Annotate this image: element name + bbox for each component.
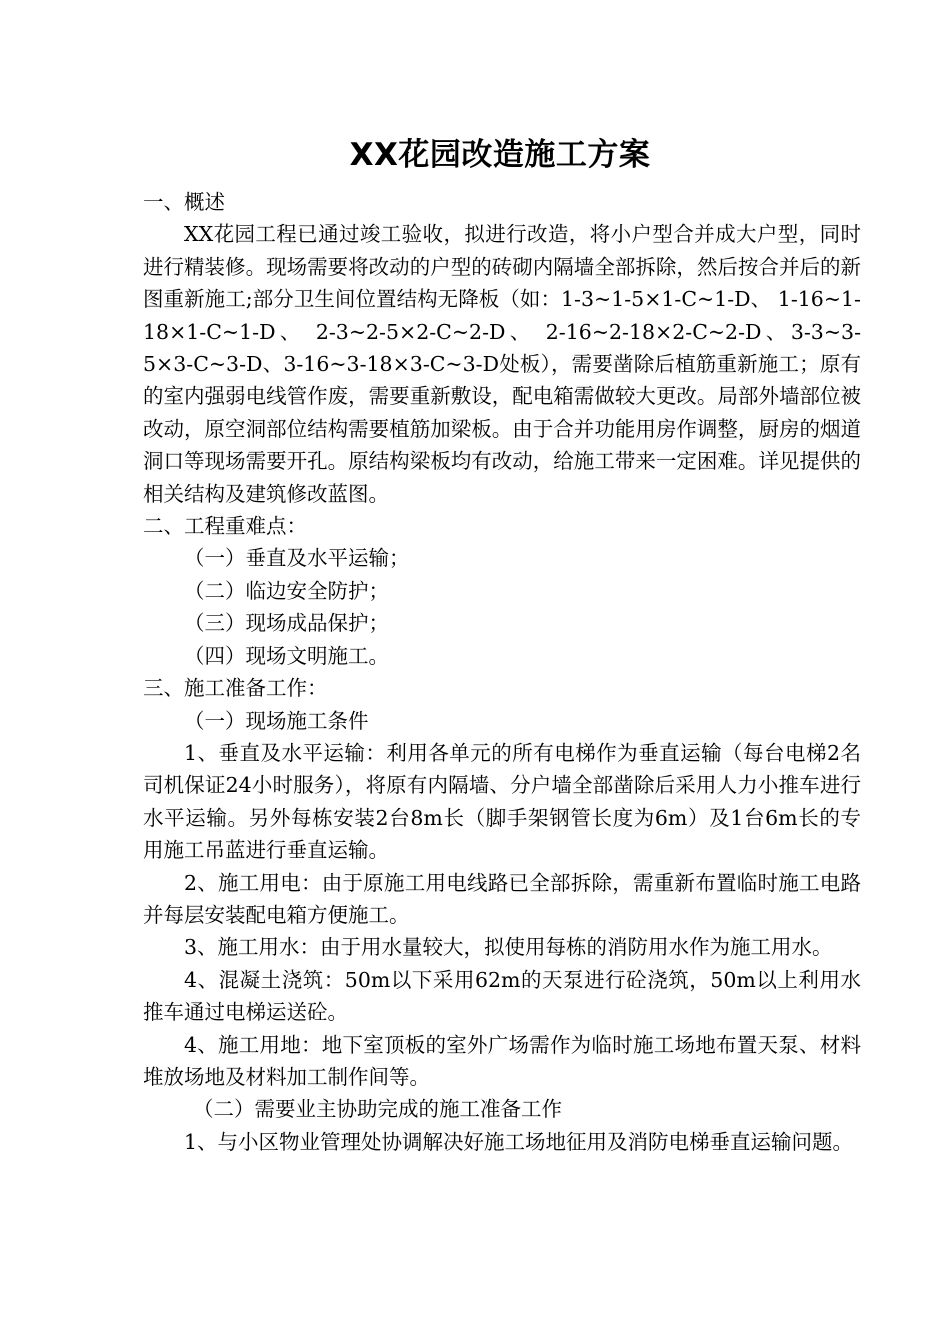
preparation-paragraph: 3、施工用水：由于用水量较大，拟使用每栋的消防用水作为施工用水。 bbox=[184, 935, 833, 960]
section-heading-difficulties: 二、工程重难点： bbox=[143, 514, 307, 539]
difficulty-item: （二）临边安全防护； bbox=[184, 578, 389, 603]
document-body bbox=[143, 186, 861, 1158]
preparation-paragraph: 2、施工用电：由于原施工用电线路已全部拆除，需重新布置临时施工电路并每层安装配电箱方便施工。 bbox=[143, 870, 861, 927]
overview-paragraph: XX花园工程已通过竣工验收，拟进行改造，将小户型合并成大户型，同时进行精装修。现场需要将改动的户型的砖砌内隔墙全部拆除，然后按合并后的新图重新施工;部分卫生间位置结构无降板（如：1-3~1-5×1-C~1-D、 1-16~1-18×1-C~1-D、 2-3~2-5×2-C~2-D、 2-16~2-18×2-C~2-D、3-3~3-5×3-C~3-D、3-16~3-18×3-C~3-D处板），需要凿除后植筋重新施工；原有的室内强弱电线管作废，需要重新敷设，配电箱需做较大更改。局部外墙部位被改动，原空洞部位结构需要植筋加梁板。由于合并功能用房作调整，厨房的烟道洞口等现场需要开孔。原结构梁板均有改动，给施工带来一定困难。详见提供的相关结构及建筑修改蓝图。 bbox=[143, 222, 861, 506]
preparation-paragraph: 1、与小区物业管理处协调解决好施工场地征用及消防电梯垂直运输问题。 bbox=[184, 1129, 854, 1154]
document-title: XX花园改造施工方案 bbox=[349, 137, 651, 173]
preparation-paragraph: 4、混凝土浇筑：50m以下采用62m的天泵进行砼浇筑，50m以上利用水推车通过电梯运送砼。 bbox=[143, 967, 861, 1025]
section-heading-preparation: 三、施工准备工作： bbox=[143, 676, 328, 701]
preparation-paragraph: 4、施工用地：地下室顶板的室外广场需作为临时施工场地布置天泵、材料堆放场地及材料加工制作间等。 bbox=[143, 1032, 861, 1089]
difficulty-item: （三）现场成品保护； bbox=[184, 611, 389, 636]
subsection-heading-owner-assist: （二）需要业主协助完成的施工准备工作 bbox=[193, 1097, 562, 1122]
subsection-heading-site-conditions: （一）现场施工条件 bbox=[184, 708, 369, 733]
preparation-paragraph: 1、垂直及水平运输：利用各单元的所有电梯作为垂直运输（每台电梯2名司机保证24小时服务），将原有内隔墙、分户墙全部凿除后采用人力小推车进行水平运输。另外每栋安装2台8m长（脚手架钢管长度为6m）及1台6m长的专用施工吊蓝进行垂直运输。 bbox=[143, 740, 861, 863]
difficulty-item: （一）垂直及水平运输； bbox=[184, 546, 410, 571]
section-heading-overview: 一、概述 bbox=[143, 190, 225, 214]
difficulty-item: （四）现场文明施工。 bbox=[184, 643, 389, 668]
